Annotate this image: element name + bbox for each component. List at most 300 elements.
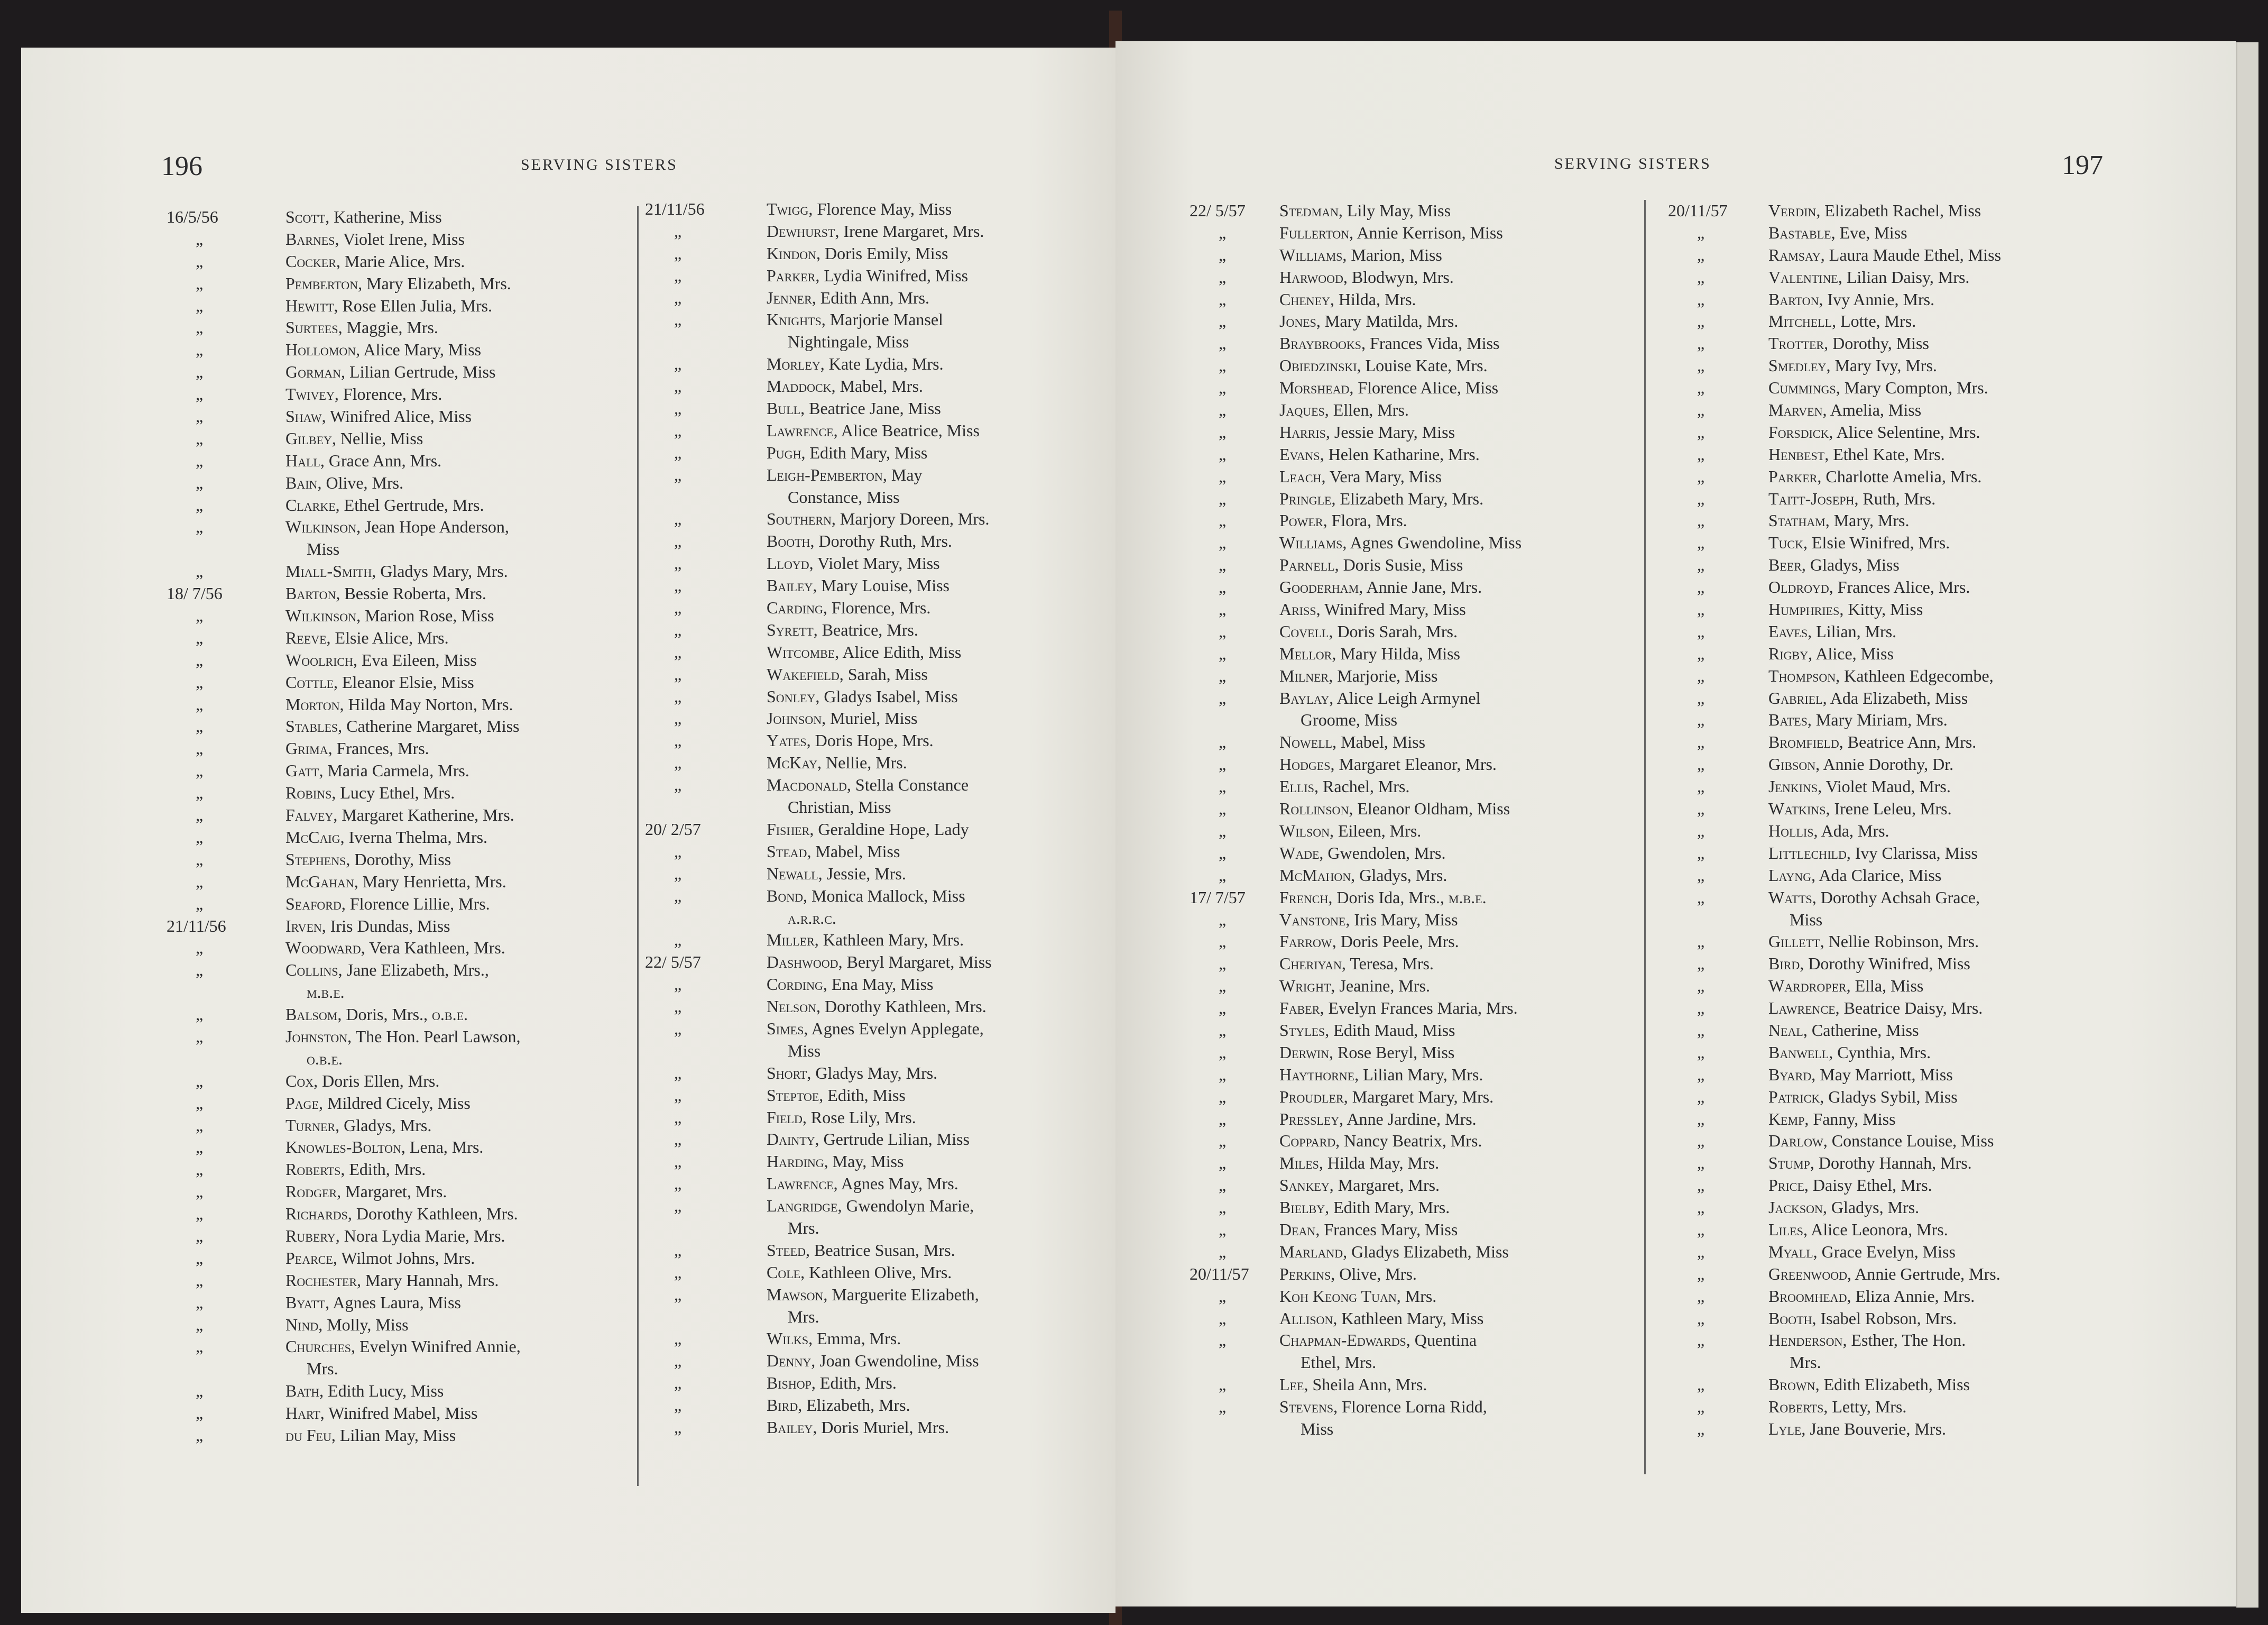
entry-name bbox=[767, 863, 906, 885]
entry-forenames: , Marion Rose, Miss bbox=[356, 606, 494, 626]
entry-date: „ bbox=[1697, 666, 1705, 685]
list-item bbox=[1668, 621, 2223, 643]
entry-surname: Churches bbox=[285, 1337, 352, 1356]
list-item bbox=[1668, 1374, 2223, 1396]
entry-name bbox=[767, 619, 918, 641]
entry-date: 16/5/56 bbox=[167, 207, 218, 226]
entry-forenames: , Agnes Gwendoline, Miss bbox=[1342, 533, 1522, 553]
entry-surname: Perkins bbox=[1279, 1264, 1331, 1283]
list-item bbox=[1190, 820, 1639, 842]
entry-surname: Harwood bbox=[1279, 267, 1343, 287]
entry-name bbox=[1279, 554, 1463, 576]
list-item bbox=[1668, 310, 2223, 333]
entry-name bbox=[285, 1181, 447, 1203]
entry-date: „ bbox=[1697, 1042, 1705, 1062]
entry-date: „ bbox=[1697, 710, 1705, 730]
entry-forenames: , Ellen, Mrs. bbox=[1324, 400, 1409, 420]
entry-name bbox=[1279, 820, 1421, 842]
entry-date: „ bbox=[1697, 245, 1705, 264]
entry-surname: Jenkins bbox=[1768, 777, 1818, 796]
list-item bbox=[645, 398, 1110, 420]
entry-forenames: , Maggie, Mrs. bbox=[338, 318, 438, 337]
entry-surname: McGahan bbox=[285, 871, 354, 891]
column-rule bbox=[637, 206, 639, 1486]
list-item bbox=[645, 442, 1110, 464]
entry-forenames: , Kate Lydia, Mrs. bbox=[820, 354, 944, 374]
list-item bbox=[1668, 1130, 2223, 1152]
entry-date: „ bbox=[1697, 644, 1705, 663]
entry-date: „ bbox=[674, 709, 682, 728]
entry-forenames: , Margaret, Mrs. bbox=[337, 1182, 447, 1201]
entry-date: „ bbox=[674, 509, 682, 529]
entry-name bbox=[1768, 244, 2001, 267]
entry-surname: Bird bbox=[767, 1396, 798, 1415]
entry-honours: o.b.e. bbox=[432, 1005, 468, 1024]
entry-name bbox=[285, 472, 403, 494]
entry-date: „ bbox=[1697, 1397, 1705, 1417]
entry-name bbox=[285, 450, 441, 472]
entry-forenames: , Frances Mary, Miss bbox=[1315, 1219, 1458, 1239]
entry-date: 21/11/56 bbox=[167, 916, 226, 935]
entry-date: „ bbox=[674, 1240, 682, 1260]
entry-date: „ bbox=[196, 1005, 204, 1024]
entry-surname: Barnes bbox=[285, 229, 335, 249]
entry-name bbox=[285, 1314, 409, 1336]
entry-surname: Lawrence bbox=[1768, 998, 1836, 1018]
entry-forenames: , Iverna Thelma, Mrs. bbox=[340, 827, 488, 847]
list-item bbox=[645, 664, 1110, 686]
list-item bbox=[1190, 510, 1639, 532]
entry-name bbox=[285, 1336, 521, 1358]
list-item bbox=[645, 1151, 1110, 1173]
list-item bbox=[1190, 1286, 1639, 1308]
entry-surname: Wilkinson bbox=[285, 606, 357, 626]
entry-date: „ bbox=[1219, 755, 1227, 774]
list-item bbox=[1190, 444, 1639, 466]
list-item bbox=[1190, 1396, 1639, 1418]
entry-forenames: , Alice Edith, Miss bbox=[835, 642, 962, 662]
list-item bbox=[1668, 754, 2223, 776]
entry-surname: Miles bbox=[1279, 1153, 1319, 1173]
entry-date: „ bbox=[196, 229, 204, 249]
entry-forenames: Miss bbox=[788, 1041, 821, 1060]
entry-forenames: , Edith Lucy, Miss bbox=[319, 1381, 444, 1401]
running-head: SERVING SISTERS bbox=[521, 156, 678, 173]
entry-forenames: , Gertrude Lilian, Miss bbox=[815, 1130, 970, 1149]
entry-surname: Southern bbox=[767, 509, 832, 529]
entry-surname: McMahon bbox=[1279, 865, 1351, 885]
entry-forenames: , Nellie, Miss bbox=[331, 428, 423, 448]
entry-name bbox=[285, 804, 514, 827]
entry-forenames: , Margaret Katherine, Mrs. bbox=[333, 805, 514, 825]
entry-date: „ bbox=[196, 340, 204, 360]
entry-forenames: , Marion, Miss bbox=[1342, 245, 1442, 264]
list-item bbox=[1190, 687, 1639, 710]
entry-name bbox=[1768, 1418, 1946, 1440]
entry-date: „ bbox=[1697, 887, 1705, 907]
entry-forenames: , Lilian May, Miss bbox=[331, 1425, 456, 1445]
entry-date: „ bbox=[674, 443, 682, 462]
entry-surname: Darlow bbox=[1768, 1131, 1823, 1151]
entry-surname: Bates bbox=[1768, 710, 1808, 730]
entry-surname: Nind bbox=[285, 1315, 319, 1334]
entry-forenames: , Iris Mary, Miss bbox=[1345, 910, 1458, 929]
entry-date: „ bbox=[1697, 444, 1705, 464]
entry-forenames: , Kathleen Edgecombe, bbox=[1836, 666, 1994, 685]
list-item bbox=[1190, 1130, 1639, 1152]
entry-forenames: Mrs. bbox=[788, 1307, 819, 1326]
entry-date: „ bbox=[674, 465, 682, 484]
list-item bbox=[1190, 1308, 1639, 1330]
list-item bbox=[167, 1425, 632, 1447]
entry-surname: Newall bbox=[767, 864, 818, 883]
entry-surname: Reeve bbox=[285, 628, 327, 647]
entry-date: „ bbox=[1219, 577, 1227, 597]
entry-forenames: , Helen Katharine, Mrs. bbox=[1320, 444, 1480, 464]
entry-surname: Cottle bbox=[285, 672, 334, 692]
list-item bbox=[167, 494, 632, 517]
entry-date: „ bbox=[674, 930, 682, 950]
entry-forenames: , Eleanor Elsie, Miss bbox=[334, 672, 474, 692]
entry-continuation bbox=[645, 1217, 1110, 1240]
entry-surname: Grima bbox=[285, 739, 328, 758]
entry-continuation bbox=[645, 1040, 1110, 1062]
list-item bbox=[645, 619, 1110, 641]
entry-name bbox=[1279, 798, 1510, 820]
entry-forenames: , Gladys, Mrs. bbox=[335, 1115, 432, 1135]
list-item bbox=[1668, 1396, 2223, 1418]
list-item bbox=[167, 649, 632, 672]
entry-name bbox=[1279, 599, 1466, 621]
entry-continuation bbox=[645, 796, 1110, 819]
list-item bbox=[167, 937, 632, 959]
entry-name bbox=[285, 871, 506, 893]
entry-surname: Morshead bbox=[1279, 378, 1350, 398]
entry-date: „ bbox=[196, 805, 204, 825]
entry-date: „ bbox=[674, 975, 682, 994]
entry-surname: Hewitt bbox=[285, 296, 334, 315]
entry-continuation bbox=[1668, 909, 2223, 931]
entry-date: „ bbox=[1697, 533, 1705, 553]
entry-name bbox=[1768, 1241, 1956, 1263]
list-item bbox=[645, 641, 1110, 664]
entry-forenames: , Dorothy Kathleen, Mrs. bbox=[816, 997, 987, 1016]
list-item bbox=[645, 1062, 1110, 1085]
list-item bbox=[1668, 842, 2223, 865]
entry-date: „ bbox=[196, 273, 204, 293]
entry-forenames: , Frances Alice, Mrs. bbox=[1829, 577, 1970, 597]
entry-surname: Johnson bbox=[767, 709, 822, 728]
entry-surname: Vanstone bbox=[1279, 910, 1346, 929]
entry-surname: Gillett bbox=[1768, 932, 1820, 951]
entry-surname: Mitchell bbox=[1768, 311, 1832, 331]
entry-date: „ bbox=[674, 377, 682, 396]
entry-date: „ bbox=[1219, 1375, 1227, 1394]
entry-name bbox=[767, 686, 958, 708]
entry-date: „ bbox=[1697, 1419, 1705, 1438]
entry-date: „ bbox=[1697, 732, 1705, 752]
entry-surname: du Feu bbox=[285, 1425, 331, 1445]
entry-date: 17/ 7/57 bbox=[1190, 887, 1246, 907]
entry-name bbox=[1768, 222, 1907, 244]
entry-surname: Balsom bbox=[285, 1005, 338, 1024]
list-item bbox=[1668, 599, 2223, 621]
entry-name bbox=[285, 1247, 475, 1270]
entry-surname: Steed bbox=[767, 1240, 806, 1260]
entry-forenames: , Kathleen Mary, Mrs. bbox=[814, 930, 964, 950]
entry-name bbox=[1279, 1130, 1482, 1152]
entry-date: „ bbox=[674, 864, 682, 883]
entry-surname: Hart bbox=[285, 1403, 320, 1423]
entry-forenames: , Mary Louise, Miss bbox=[813, 576, 949, 595]
entry-forenames: , Lilian, Mrs. bbox=[1808, 621, 1897, 641]
list-item bbox=[167, 516, 632, 538]
entry-name bbox=[285, 1115, 431, 1137]
list-item bbox=[645, 841, 1110, 863]
entry-name bbox=[285, 760, 469, 782]
list-item bbox=[1668, 1064, 2223, 1086]
entry-forenames: , Ruth, Mrs. bbox=[1854, 489, 1936, 508]
list-item bbox=[1668, 820, 2223, 842]
entry-name bbox=[1768, 421, 1980, 444]
list-item bbox=[1190, 1042, 1639, 1064]
entry-date: „ bbox=[674, 731, 682, 750]
entry-name bbox=[1279, 1174, 1440, 1197]
entry-surname: Styles bbox=[1279, 1020, 1325, 1040]
entry-forenames: , Violet Maud, Mrs. bbox=[1818, 777, 1951, 796]
entry-name bbox=[1768, 333, 1929, 355]
entry-date: „ bbox=[1697, 466, 1705, 486]
entry-forenames: , Agnes Laura, Miss bbox=[325, 1292, 461, 1312]
entry-surname: Collins bbox=[285, 960, 338, 980]
list-item bbox=[167, 1314, 632, 1336]
entry-forenames: , Evelyn Winifred Annie, bbox=[351, 1337, 521, 1356]
entry-date: 22/ 5/57 bbox=[1190, 201, 1246, 220]
entry-forenames: , Agnes May, Mrs. bbox=[833, 1174, 958, 1193]
entry-name bbox=[1768, 665, 1994, 687]
entry-date: „ bbox=[1219, 1286, 1227, 1306]
entry-date: „ bbox=[674, 753, 682, 773]
list-item bbox=[645, 819, 1110, 841]
entry-forenames: , Ivy Annie, Mrs. bbox=[1819, 289, 1935, 309]
entry-name bbox=[1768, 820, 1889, 842]
entry-date: „ bbox=[674, 420, 682, 440]
list-item bbox=[1668, 222, 2223, 244]
list-item bbox=[1668, 1329, 2223, 1352]
list-item bbox=[1668, 355, 2223, 377]
list-item bbox=[645, 974, 1110, 996]
entry-date: „ bbox=[196, 1093, 204, 1113]
entry-forenames: , Lucy Ethel, Mrs. bbox=[331, 783, 455, 803]
entry-surname: Wakefield bbox=[767, 664, 840, 684]
entry-forenames: , Hilda, Mrs. bbox=[1330, 289, 1416, 309]
entry-name bbox=[767, 885, 965, 907]
entry-forenames: , Lotte, Mrs. bbox=[1832, 311, 1916, 331]
entry-forenames: , Beatrice, Mrs. bbox=[813, 620, 918, 639]
entry-name bbox=[1768, 488, 1935, 510]
list-item bbox=[645, 1173, 1110, 1195]
entry-surname: Ariss bbox=[1279, 600, 1316, 619]
entry-date: „ bbox=[1697, 356, 1705, 375]
list-item bbox=[1190, 798, 1639, 820]
entry-forenames: , Eva Eileen, Miss bbox=[353, 650, 477, 669]
entry-name bbox=[307, 538, 339, 561]
entry-surname: Booth bbox=[767, 531, 810, 551]
list-item bbox=[1190, 1263, 1639, 1286]
entry-surname: Falvey bbox=[285, 805, 334, 825]
entry-name bbox=[285, 1270, 499, 1292]
entry-date: „ bbox=[1697, 998, 1705, 1018]
entry-surname: Greenwood bbox=[1768, 1264, 1847, 1283]
entry-forenames: , Doris Peele, Mrs. bbox=[1332, 932, 1459, 951]
list-item bbox=[167, 583, 632, 605]
entry-surname: Mawson bbox=[767, 1284, 824, 1304]
list-item bbox=[1668, 1086, 2223, 1108]
entry-name bbox=[1768, 532, 1950, 554]
list-item bbox=[1668, 421, 2223, 444]
list-item bbox=[645, 287, 1110, 309]
entry-name bbox=[285, 494, 484, 517]
entry-date: „ bbox=[1219, 954, 1227, 974]
entry-name bbox=[1768, 731, 1976, 754]
entry-date: „ bbox=[1697, 400, 1705, 420]
entry-name bbox=[1279, 643, 1460, 665]
entry-forenames: , Lilian Gertrude, Miss bbox=[341, 362, 496, 382]
entry-forenames: , May, Miss bbox=[824, 1152, 904, 1171]
entry-surname: Kindon bbox=[767, 243, 816, 263]
list-item bbox=[1668, 798, 2223, 820]
entry-surname: Stump bbox=[1768, 1153, 1810, 1173]
entry-surname: Trotter bbox=[1768, 334, 1824, 353]
entry-forenames: , Margaret Eleanor, Mrs. bbox=[1330, 755, 1497, 774]
entry-date: „ bbox=[1697, 821, 1705, 840]
entry-forenames: , Alice Leonora, Mrs. bbox=[1803, 1219, 1948, 1239]
entry-date: „ bbox=[196, 495, 204, 515]
entry-name bbox=[1768, 1219, 1948, 1241]
list-item bbox=[167, 782, 632, 804]
entry-surname: Farrow bbox=[1279, 932, 1332, 951]
entry-surname: Dainty bbox=[767, 1130, 815, 1149]
entry-forenames: , Marjorie, Miss bbox=[1329, 666, 1438, 685]
running-head: SERVING SISTERS bbox=[1554, 155, 1711, 172]
entry-surname: Evans bbox=[1279, 444, 1320, 464]
entry-forenames: , Nellie Robinson, Mrs. bbox=[1820, 932, 1979, 951]
entry-forenames: , May bbox=[882, 465, 923, 484]
entry-forenames: , Doris Hope, Mrs. bbox=[806, 731, 934, 750]
entry-forenames: , Doris Muriel, Mrs. bbox=[813, 1417, 949, 1437]
entry-surname: Marland bbox=[1279, 1242, 1343, 1261]
entry-surname: Bishop bbox=[767, 1373, 812, 1393]
entry-date: „ bbox=[674, 288, 682, 307]
entry-date: „ bbox=[196, 407, 204, 426]
entry-name bbox=[285, 849, 451, 871]
entry-surname: Bromfield bbox=[1768, 732, 1839, 752]
entry-forenames: , Letty, Mrs. bbox=[1823, 1397, 1907, 1417]
entry-date: „ bbox=[1219, 489, 1227, 508]
entry-continuation bbox=[1190, 1352, 1639, 1374]
list-item bbox=[1190, 554, 1639, 576]
entry-name bbox=[767, 1372, 897, 1394]
list-item bbox=[645, 575, 1110, 597]
list-item bbox=[645, 686, 1110, 708]
list-item bbox=[167, 1247, 632, 1270]
entry-name bbox=[1768, 865, 1941, 887]
entry-surname: Syrett bbox=[767, 620, 814, 639]
entry-name bbox=[767, 1284, 979, 1306]
entry-surname: Coppard bbox=[1279, 1131, 1336, 1151]
entry-date: „ bbox=[1697, 932, 1705, 951]
entry-name bbox=[307, 1048, 343, 1070]
entry-date: „ bbox=[1219, 1330, 1227, 1350]
list-item bbox=[167, 1070, 632, 1092]
entry-date: „ bbox=[196, 251, 204, 271]
entry-name bbox=[767, 1262, 952, 1284]
entry-name bbox=[1279, 488, 1483, 510]
entry-forenames: , Grace Ann, Mrs. bbox=[320, 451, 442, 470]
list-item bbox=[1190, 842, 1639, 865]
list-item bbox=[645, 1394, 1110, 1417]
entry-date: „ bbox=[196, 894, 204, 913]
entry-date: „ bbox=[674, 1018, 682, 1038]
entry-date: 18/ 7/56 bbox=[167, 584, 223, 603]
entry-date: „ bbox=[1697, 577, 1705, 597]
entry-name bbox=[1279, 532, 1522, 554]
entry-name bbox=[1768, 953, 1970, 975]
entry-forenames: , Esther, The Hon. bbox=[1842, 1330, 1966, 1350]
list-item bbox=[167, 1004, 632, 1026]
entry-date: „ bbox=[1219, 1064, 1227, 1084]
entry-surname: Thompson bbox=[1768, 666, 1836, 685]
entry-surname: Nelson bbox=[767, 997, 816, 1016]
entry-surname: Koh Keong Tuan bbox=[1279, 1286, 1397, 1306]
page-edge bbox=[2236, 42, 2258, 1608]
list-item bbox=[167, 605, 632, 627]
list-item bbox=[1668, 731, 2223, 754]
entry-surname: Wilks bbox=[767, 1329, 809, 1348]
entry-forenames: , Louise Kate, Mrs. bbox=[1357, 356, 1488, 375]
entry-date: 20/ 2/57 bbox=[645, 819, 701, 839]
entry-forenames: , Mildred Cicely, Miss bbox=[319, 1093, 471, 1113]
list-item bbox=[645, 353, 1110, 375]
list-item bbox=[167, 827, 632, 849]
entry-surname: Pugh bbox=[767, 443, 801, 462]
entry-name bbox=[1279, 200, 1451, 222]
list-item bbox=[645, 1018, 1110, 1040]
entry-honours: o.b.e. bbox=[307, 1049, 343, 1068]
list-item bbox=[645, 996, 1110, 1018]
entry-name bbox=[1768, 1374, 1970, 1396]
entry-forenames: , Jessie Mary, Miss bbox=[1325, 422, 1455, 442]
list-item bbox=[1668, 267, 2223, 289]
list-item bbox=[167, 627, 632, 649]
entry-date: „ bbox=[1697, 223, 1705, 242]
entry-date: „ bbox=[1219, 932, 1227, 951]
entry-name bbox=[1279, 842, 1446, 865]
entry-name bbox=[767, 1062, 937, 1085]
list-item bbox=[167, 849, 632, 871]
entry-forenames: , Ada, Mrs. bbox=[1813, 821, 1889, 840]
entry-date: „ bbox=[1219, 644, 1227, 663]
entry-surname: Steptoe bbox=[767, 1085, 819, 1105]
entry-surname: Nowell bbox=[1279, 732, 1333, 752]
entry-name bbox=[767, 597, 930, 619]
entry-name bbox=[1768, 975, 1923, 997]
entry-forenames: , Eliza Annie, Mrs. bbox=[1847, 1286, 1975, 1306]
entry-surname: Gatt bbox=[285, 761, 319, 781]
entry-date: „ bbox=[1219, 1109, 1227, 1128]
entry-forenames: , Catherine Margaret, Miss bbox=[338, 717, 520, 736]
entry-forenames: , Dorothy Winifred, Miss bbox=[1800, 954, 1970, 974]
